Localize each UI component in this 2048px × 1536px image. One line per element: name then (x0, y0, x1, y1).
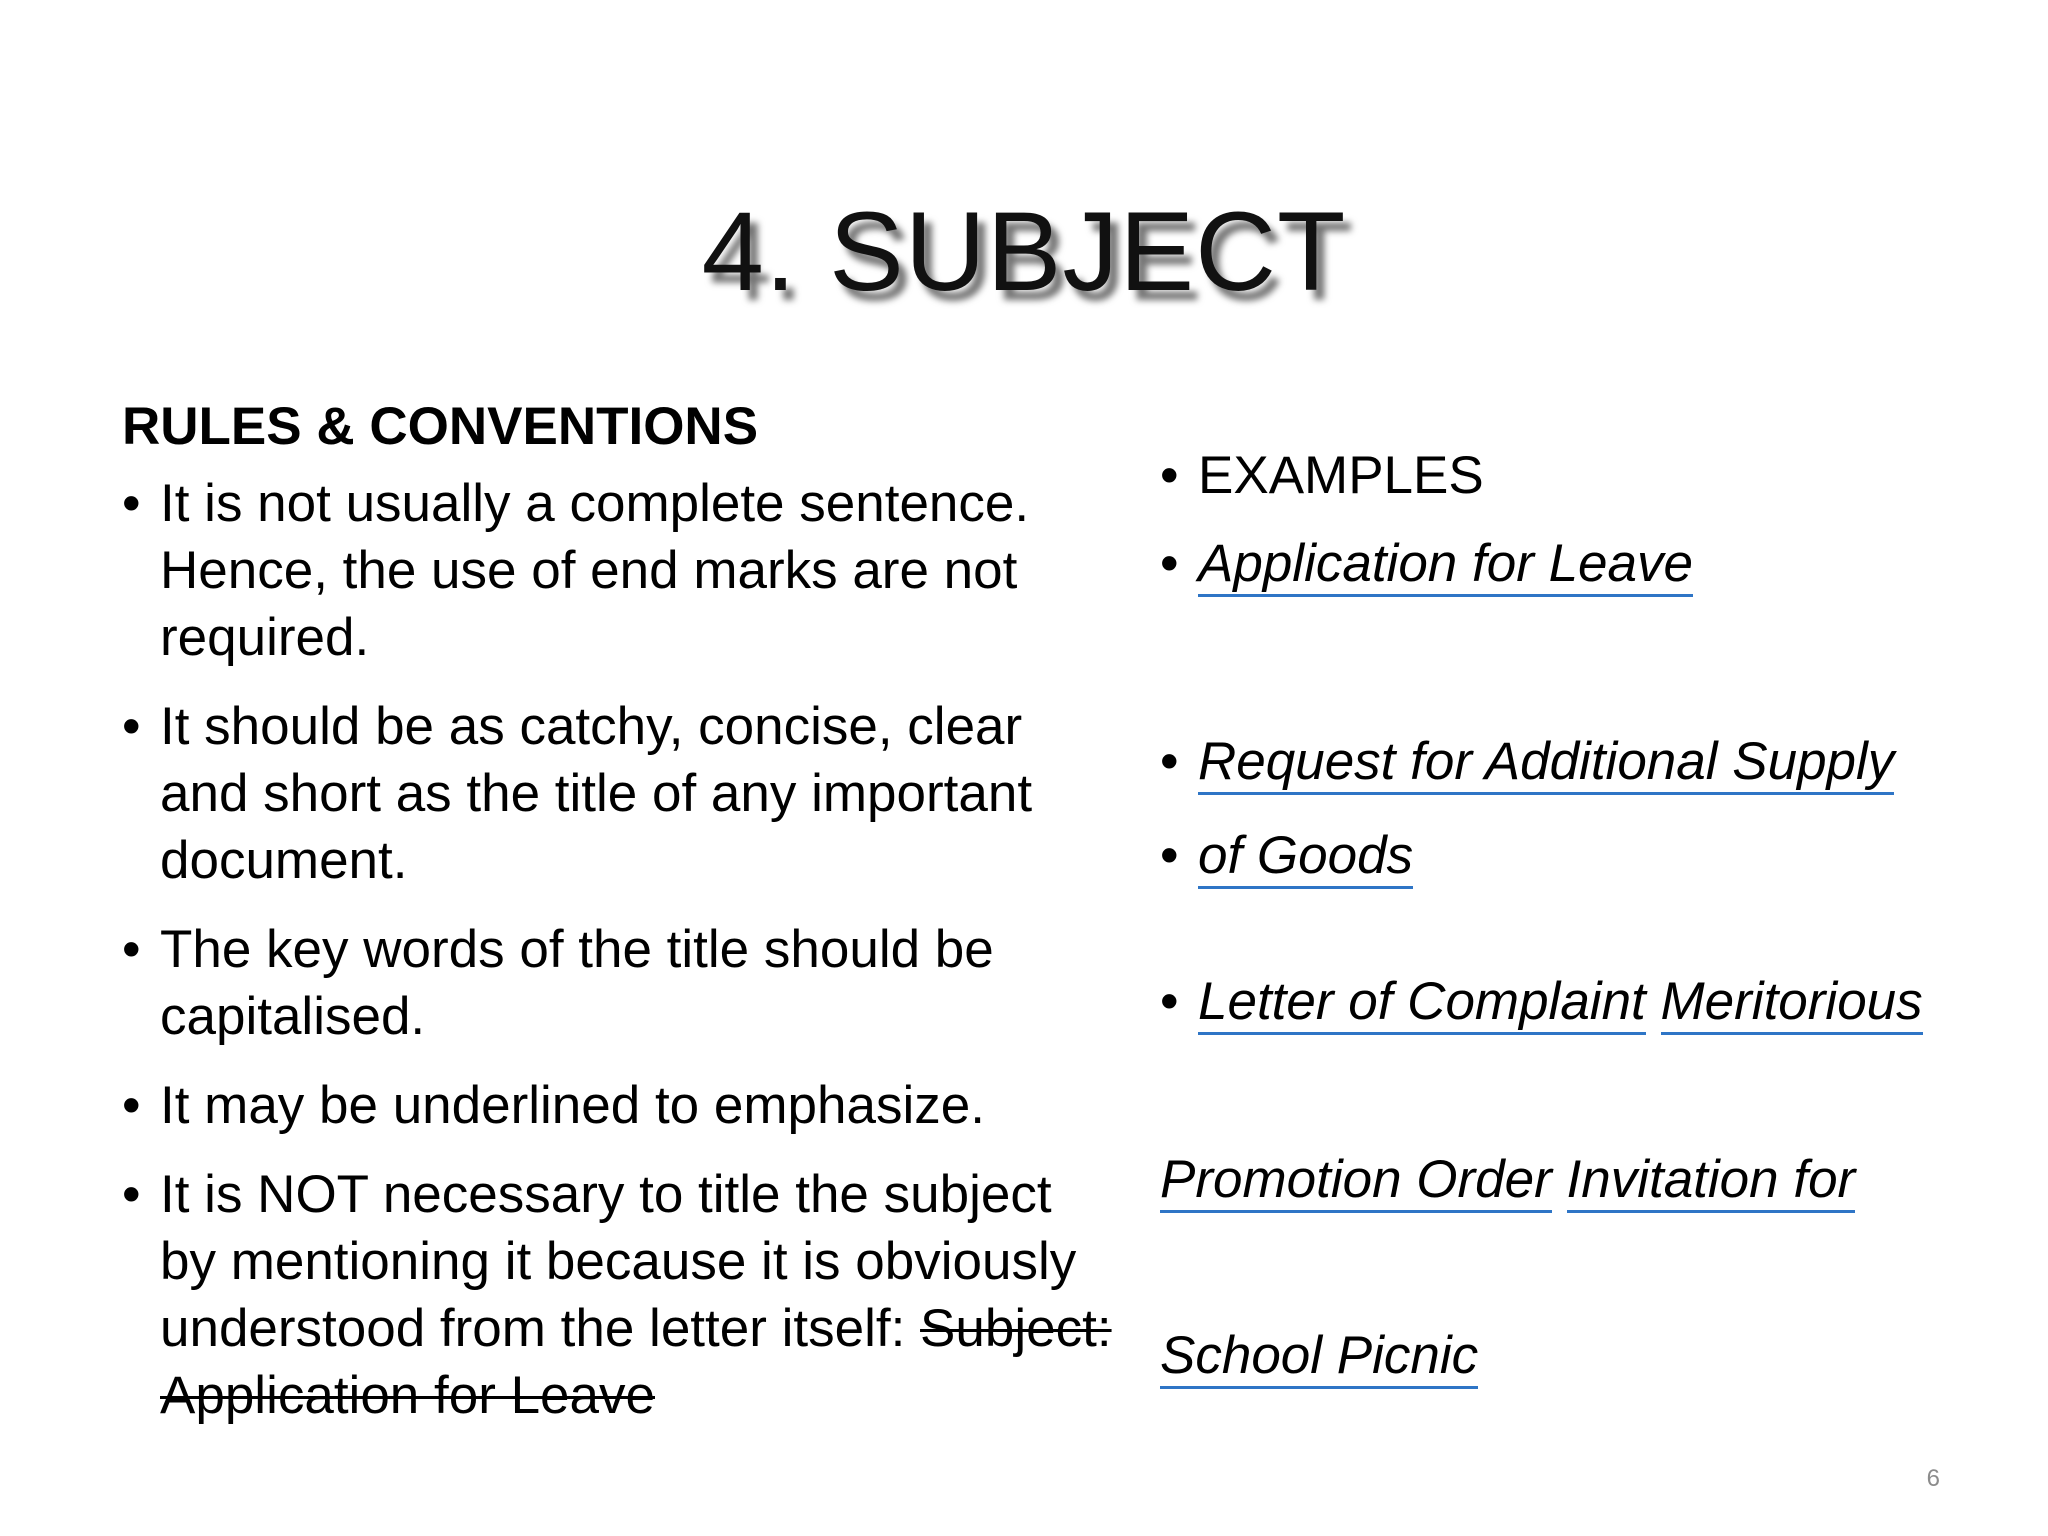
bullet-icon: • (1160, 732, 1179, 791)
rule-text: The key words of the title should be capitalised. (160, 920, 994, 1046)
rule-text: It is NOT necessary to title the subject by mentioning it because it is obviously understood from the letter itself: (160, 1165, 1077, 1358)
example-link-letter-of-complaint[interactable]: Letter of Complaint (1198, 972, 1646, 1035)
example-line (1160, 728, 1894, 795)
rule-item (122, 470, 1122, 671)
example-line (1160, 530, 1693, 597)
example-line (1160, 968, 1923, 1035)
examples-column (1160, 0, 2020, 1536)
bullet-icon: • (1160, 972, 1179, 1031)
rule-item (122, 693, 1122, 894)
example-link-promotion-order[interactable]: Promotion Order (1160, 1150, 1552, 1213)
rules-heading: RULES & CONVENTIONS (122, 397, 759, 456)
bullet-icon: • (122, 920, 141, 979)
page-number: 6 (1926, 1465, 1940, 1492)
rules-column (122, 392, 1122, 1451)
rule-item (122, 916, 1122, 1050)
rules-list (122, 470, 1122, 1429)
struck-example-text: Subject: Application for Leave (160, 1299, 1112, 1425)
examples-label-line (1160, 442, 1484, 509)
rule-text: It should be as catchy, concise, clear and short as the title of any important document. (160, 697, 1033, 890)
example-link-request-for-additional-supply[interactable]: Request for Additional Supply (1198, 732, 1894, 795)
bullet-icon: • (122, 1165, 141, 1224)
rule-item (122, 1161, 1122, 1429)
rule-text: It may be underlined to emphasize. (160, 1076, 985, 1135)
example-link-invitation-for[interactable]: Invitation for (1567, 1150, 1856, 1213)
bullet-icon: • (122, 474, 141, 533)
bullet-icon: • (122, 1076, 141, 1135)
slide-title: 4. SUBJECT (701, 189, 1347, 314)
rule-item (122, 1072, 1122, 1139)
example-line (1160, 1146, 1855, 1213)
bullet-icon: • (122, 697, 141, 756)
bullet-icon: • (1160, 534, 1179, 593)
rule-text: It is not usually a complete sentence. Hence, the use of end marks are not required. (160, 474, 1030, 667)
example-line (1160, 1322, 1478, 1389)
example-link-application-for-leave[interactable]: Application for Leave (1198, 534, 1693, 597)
example-line (1160, 822, 1413, 889)
bullet-icon: • (1160, 446, 1179, 505)
bullet-icon: • (1160, 826, 1179, 885)
example-link-of-goods[interactable]: of Goods (1198, 826, 1413, 889)
example-link-school-picnic[interactable]: School Picnic (1160, 1326, 1478, 1389)
examples-label: EXAMPLES (1198, 446, 1484, 505)
example-link-meritorious[interactable]: Meritorious (1661, 972, 1923, 1035)
